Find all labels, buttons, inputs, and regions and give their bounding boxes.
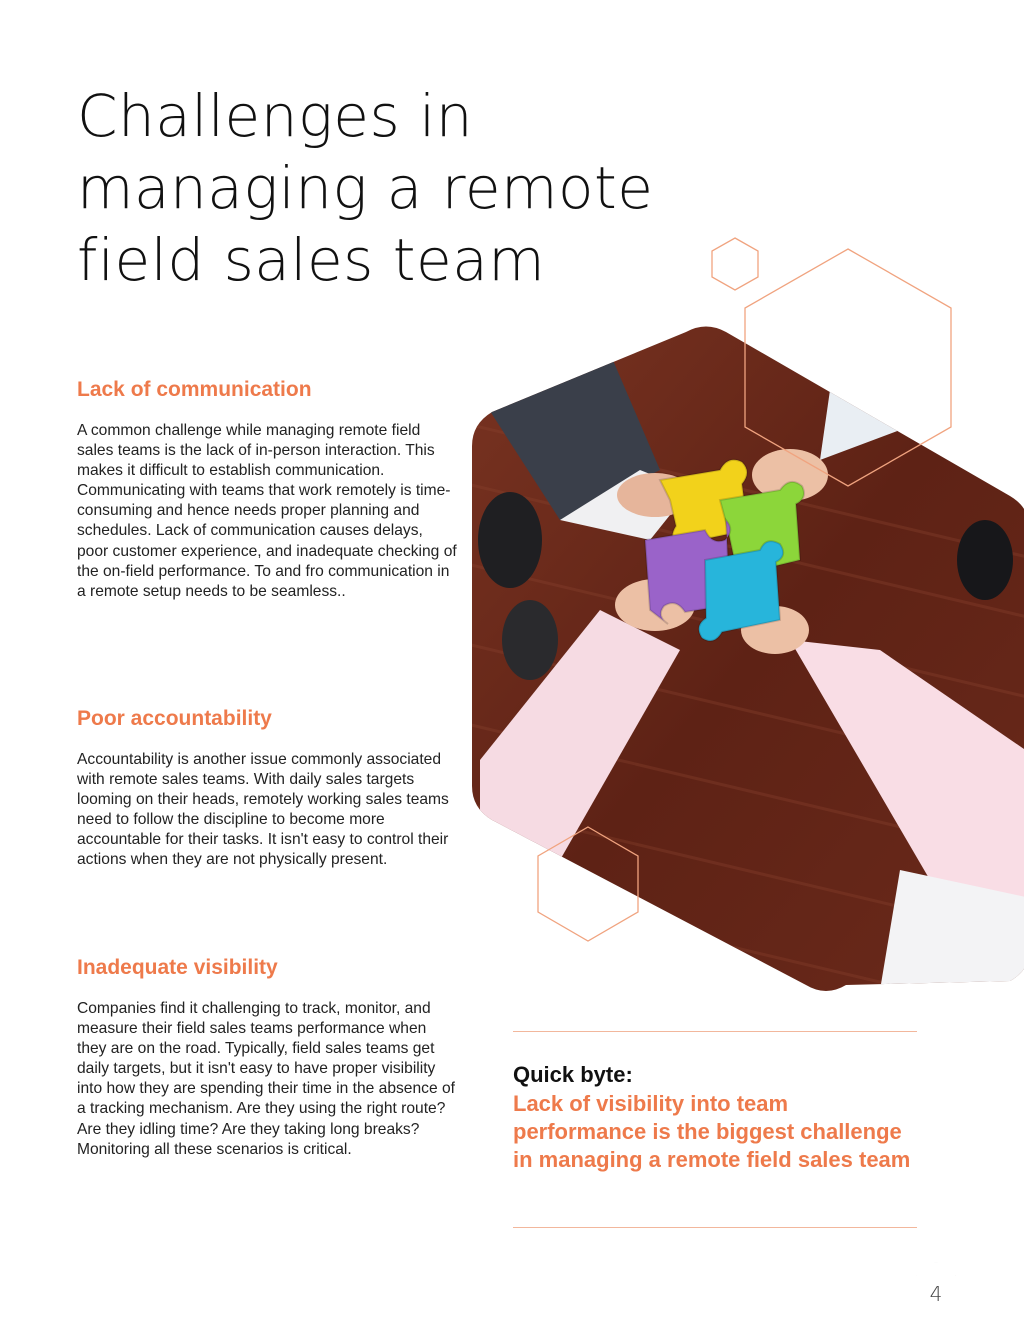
section-heading: Inadequate visibility <box>77 956 278 979</box>
section-body: Accountability is another issue commonly associated with remote sales teams. With daily sales targets looming on their heads, remotely working sales teams need to follow the discipline to become more accountable for their tasks. It isn't easy to control their actions when they are not physically present. <box>77 751 449 869</box>
section-heading: Lack of communication <box>77 378 312 401</box>
section-inadequate-visibility <box>77 955 457 1160</box>
title-line-1: Challenges in <box>77 82 473 150</box>
quote-top-rule <box>513 1031 917 1032</box>
section-poor-accountability <box>77 706 457 871</box>
section-body: Companies find it challenging to track, monitor, and measure their field sales teams performance when they are on the road. Typically, field sales teams get daily targets, but it isn't easy to have proper visibility into how they are spending their time in the absence of a tracking mechanism. Are they using the right route? Are they idling time? Are they taking long breaks? Monitoring all these scenarios is critical. <box>77 1000 455 1158</box>
section-heading: Poor accountability <box>77 707 272 730</box>
small-hexagon-outline <box>712 238 758 290</box>
quick-byte-label: Quick byte: <box>513 1062 633 1087</box>
puzzle-photo <box>450 315 1024 1020</box>
page-number: 4 <box>929 1282 943 1306</box>
title-line-3: field sales team <box>77 226 546 294</box>
page-title <box>77 80 717 296</box>
section-body: A common challenge while managing remote field sales teams is the lack of in-person interaction. This makes it difficult to establish communication. Communicating with teams that work remotely is time-consuming and hence needs proper planning and schedules. Lack of communication causes delays, poor customer experience, and inadequate checking of the on-field performance. To and fro communication in a remote setup needs to be seamless.. <box>77 422 457 600</box>
section-lack-of-communication <box>77 377 457 602</box>
quote-bottom-rule <box>513 1227 917 1228</box>
large-hexagon-outline <box>745 249 951 486</box>
title-line-2: managing a remote <box>77 154 654 222</box>
quick-byte-text: Lack of visibility into team performance is the biggest challenge in managing a remote field sales team <box>513 1091 911 1172</box>
bottom-hexagon-outline <box>538 827 638 941</box>
